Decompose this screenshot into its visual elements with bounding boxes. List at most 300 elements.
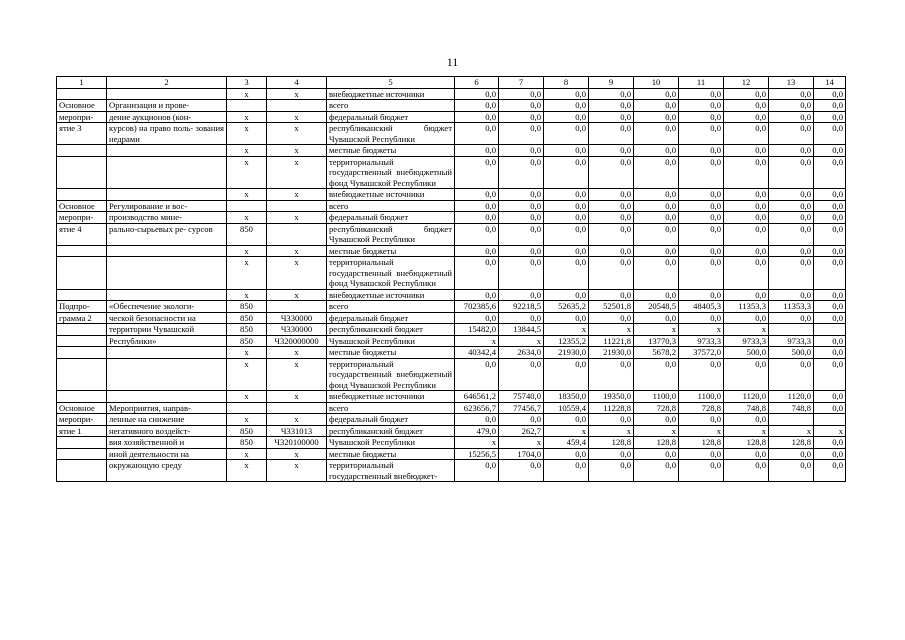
funding-source-cell: всего bbox=[327, 402, 455, 414]
responsible-code-cell: x bbox=[227, 123, 267, 145]
amount-cell: 0,0 bbox=[769, 460, 814, 482]
amount-cell: 9733,3 bbox=[769, 335, 814, 347]
amount-cell: 0,0 bbox=[634, 245, 679, 257]
amount-cell: 0,0 bbox=[634, 289, 679, 301]
amount-cell: 128,8 bbox=[589, 437, 634, 449]
table-row bbox=[57, 111, 846, 123]
amount-cell: 0,0 bbox=[589, 448, 634, 460]
header-cell: 10 bbox=[634, 77, 679, 89]
amount-cell: 128,8 bbox=[769, 437, 814, 449]
table-row bbox=[57, 391, 846, 403]
event-name-cell: Основное bbox=[57, 402, 107, 414]
amount-cell: 459,4 bbox=[544, 437, 589, 449]
event-name-cell: Основное bbox=[57, 100, 107, 112]
amount-cell: x bbox=[455, 335, 499, 347]
header-cell: 14 bbox=[814, 77, 846, 89]
event-name-cell: грамма 2 bbox=[57, 312, 107, 324]
amount-cell: 0,0 bbox=[679, 100, 724, 112]
event-description-cell bbox=[107, 289, 227, 301]
budget-code-cell bbox=[267, 301, 327, 313]
funding-source-cell: федеральный бюджет bbox=[327, 212, 455, 224]
amount-cell: 0,0 bbox=[724, 212, 769, 224]
budget-code-cell: x bbox=[267, 189, 327, 201]
header-cell: 8 bbox=[544, 77, 589, 89]
amount-cell: 1704,0 bbox=[499, 448, 544, 460]
amount-cell: 0,0 bbox=[724, 245, 769, 257]
amount-cell: 0,0 bbox=[679, 358, 724, 391]
funding-source-cell: федеральный бюджет bbox=[327, 414, 455, 426]
amount-cell: 0,0 bbox=[455, 189, 499, 201]
table-row bbox=[57, 223, 846, 245]
amount-cell: x bbox=[499, 437, 544, 449]
funding-source-cell: республиканский бюджет Чувашской Республики bbox=[327, 223, 455, 245]
amount-cell: 0,0 bbox=[544, 156, 589, 189]
amount-cell: 92218,5 bbox=[499, 301, 544, 313]
table-row bbox=[57, 257, 846, 290]
event-name-cell bbox=[57, 460, 107, 482]
amount-cell: 0,0 bbox=[455, 145, 499, 157]
table-row bbox=[57, 145, 846, 157]
amount-cell: 0,0 bbox=[679, 156, 724, 189]
amount-cell: x bbox=[679, 425, 724, 437]
amount-cell: 748,8 bbox=[769, 402, 814, 414]
amount-cell: x bbox=[814, 425, 846, 437]
amount-cell: 0,0 bbox=[634, 200, 679, 212]
funding-source-cell: всего bbox=[327, 200, 455, 212]
amount-cell: 13770,3 bbox=[634, 335, 679, 347]
amount-cell: 5678,2 bbox=[634, 347, 679, 359]
header-cell: 6 bbox=[455, 77, 499, 89]
amount-cell: 0,0 bbox=[769, 111, 814, 123]
amount-cell: 0,0 bbox=[499, 414, 544, 426]
amount-cell: x bbox=[455, 437, 499, 449]
funding-source-cell: Чувашской Республики bbox=[327, 437, 455, 449]
header-cell: 11 bbox=[679, 77, 724, 89]
table-row bbox=[57, 402, 846, 414]
amount-cell: 0,0 bbox=[814, 200, 846, 212]
amount-cell: 20548,5 bbox=[634, 301, 679, 313]
amount-cell: 0,0 bbox=[814, 391, 846, 403]
amount-cell: 0,0 bbox=[814, 437, 846, 449]
amount-cell: 0,0 bbox=[814, 88, 846, 100]
amount-cell: 0,0 bbox=[679, 200, 724, 212]
budget-code-cell bbox=[267, 200, 327, 212]
amount-cell: 0,0 bbox=[679, 460, 724, 482]
table-row bbox=[57, 289, 846, 301]
amount-cell: 748,8 bbox=[724, 402, 769, 414]
amount-cell: 0,0 bbox=[455, 123, 499, 145]
responsible-code-cell: 850 bbox=[227, 425, 267, 437]
responsible-code-cell: x bbox=[227, 460, 267, 482]
amount-cell: 479,0 bbox=[455, 425, 499, 437]
event-name-cell bbox=[57, 289, 107, 301]
amount-cell: 0,0 bbox=[724, 88, 769, 100]
amount-cell: 0,0 bbox=[589, 257, 634, 290]
amount-cell: 0,0 bbox=[634, 88, 679, 100]
amount-cell: x bbox=[544, 324, 589, 336]
event-description-cell: вия хозяйственной и bbox=[107, 437, 227, 449]
responsible-code-cell: x bbox=[227, 391, 267, 403]
funding-source-cell: внебюджетные источники bbox=[327, 189, 455, 201]
amount-cell: 0,0 bbox=[499, 212, 544, 224]
event-description-cell bbox=[107, 156, 227, 189]
amount-cell: 0,0 bbox=[544, 257, 589, 290]
table-row bbox=[57, 324, 846, 336]
amount-cell: 0,0 bbox=[679, 448, 724, 460]
event-name-cell bbox=[57, 257, 107, 290]
amount-cell: 0,0 bbox=[724, 100, 769, 112]
amount-cell: 0,0 bbox=[455, 156, 499, 189]
amount-cell: 11228,8 bbox=[589, 402, 634, 414]
amount-cell: 0,0 bbox=[769, 88, 814, 100]
amount-cell: 0,0 bbox=[455, 460, 499, 482]
amount-cell: 0,0 bbox=[724, 257, 769, 290]
budget-code-cell: x bbox=[267, 358, 327, 391]
event-name-cell: ятие 3 bbox=[57, 123, 107, 145]
budget-code-cell bbox=[267, 100, 327, 112]
amount-cell bbox=[769, 414, 814, 426]
funding-source-cell: республиканский бюджет Чувашской Республики bbox=[327, 123, 455, 145]
table-row bbox=[57, 245, 846, 257]
amount-cell: 0,0 bbox=[724, 289, 769, 301]
amount-cell: 0,0 bbox=[679, 245, 724, 257]
amount-cell: 0,0 bbox=[499, 312, 544, 324]
amount-cell: 0,0 bbox=[455, 88, 499, 100]
budget-code-cell: x bbox=[267, 145, 327, 157]
amount-cell: 0,0 bbox=[499, 156, 544, 189]
amount-cell bbox=[814, 414, 846, 426]
amount-cell: 0,0 bbox=[814, 223, 846, 245]
amount-cell: 0,0 bbox=[814, 245, 846, 257]
amount-cell: 0,0 bbox=[724, 460, 769, 482]
amount-cell: 0,0 bbox=[724, 111, 769, 123]
responsible-code-cell: 850 bbox=[227, 335, 267, 347]
amount-cell: 0,0 bbox=[499, 88, 544, 100]
header-cell: 12 bbox=[724, 77, 769, 89]
amount-cell: 0,0 bbox=[814, 145, 846, 157]
header-cell: 7 bbox=[499, 77, 544, 89]
amount-cell: 0,0 bbox=[544, 145, 589, 157]
amount-cell: 0,0 bbox=[769, 257, 814, 290]
amount-cell: 0,0 bbox=[679, 111, 724, 123]
amount-cell: 1120,0 bbox=[724, 391, 769, 403]
amount-cell: 52501,8 bbox=[589, 301, 634, 313]
table-row bbox=[57, 301, 846, 313]
amount-cell: 0,0 bbox=[634, 189, 679, 201]
amount-cell: 0,0 bbox=[814, 312, 846, 324]
header-cell: 9 bbox=[589, 77, 634, 89]
amount-cell: 0,0 bbox=[634, 145, 679, 157]
amount-cell: 0,0 bbox=[814, 301, 846, 313]
amount-cell: 0,0 bbox=[679, 189, 724, 201]
amount-cell: 0,0 bbox=[544, 200, 589, 212]
budget-code-cell: Ч330000 bbox=[267, 324, 327, 336]
amount-cell: 0,0 bbox=[589, 111, 634, 123]
amount-cell: 0,0 bbox=[679, 88, 724, 100]
budget-code-cell: x bbox=[267, 88, 327, 100]
amount-cell: 0,0 bbox=[589, 212, 634, 224]
amount-cell: 0,0 bbox=[455, 257, 499, 290]
amount-cell: 15482,0 bbox=[455, 324, 499, 336]
responsible-code-cell: x bbox=[227, 257, 267, 290]
table-row bbox=[57, 312, 846, 324]
event-description-cell bbox=[107, 391, 227, 403]
event-name-cell bbox=[57, 347, 107, 359]
amount-cell: 0,0 bbox=[814, 189, 846, 201]
amount-cell: 0,0 bbox=[499, 289, 544, 301]
amount-cell: 0,0 bbox=[544, 100, 589, 112]
amount-cell: 0,0 bbox=[769, 245, 814, 257]
amount-cell: 1100,0 bbox=[679, 391, 724, 403]
funding-source-cell: местные бюджеты bbox=[327, 347, 455, 359]
amount-cell: x bbox=[679, 324, 724, 336]
amount-cell: 0,0 bbox=[769, 156, 814, 189]
event-name-cell: меропри- bbox=[57, 212, 107, 224]
amount-cell: 0,0 bbox=[544, 414, 589, 426]
event-name-cell bbox=[57, 335, 107, 347]
funding-source-cell: внебюджетные источники bbox=[327, 289, 455, 301]
amount-cell: 0,0 bbox=[814, 460, 846, 482]
budget-code-cell: Ч330000 bbox=[267, 312, 327, 324]
amount-cell: 0,0 bbox=[679, 289, 724, 301]
budget-code-cell: x bbox=[267, 257, 327, 290]
table-row bbox=[57, 100, 846, 112]
amount-cell: 0,0 bbox=[634, 257, 679, 290]
funding-source-cell: федеральный бюджет bbox=[327, 111, 455, 123]
budget-code-cell: x bbox=[267, 448, 327, 460]
table-row bbox=[57, 123, 846, 145]
funding-source-cell: всего bbox=[327, 100, 455, 112]
amount-cell: 9733,3 bbox=[724, 335, 769, 347]
amount-cell: 0,0 bbox=[589, 123, 634, 145]
amount-cell: x bbox=[634, 324, 679, 336]
event-name-cell bbox=[57, 391, 107, 403]
responsible-code-cell: x bbox=[227, 347, 267, 359]
amount-cell: 0,0 bbox=[769, 200, 814, 212]
budget-code-cell: x bbox=[267, 347, 327, 359]
budget-code-cell: x bbox=[267, 123, 327, 145]
amount-cell: 11221,8 bbox=[589, 335, 634, 347]
event-description-cell: Организация и прове- bbox=[107, 100, 227, 112]
budget-code-cell: x bbox=[267, 245, 327, 257]
amount-cell: 0,0 bbox=[679, 145, 724, 157]
responsible-code-cell: x bbox=[227, 156, 267, 189]
amount-cell: 0,0 bbox=[679, 312, 724, 324]
event-name-cell bbox=[57, 324, 107, 336]
budget-code-cell: x bbox=[267, 414, 327, 426]
amount-cell: 0,0 bbox=[769, 223, 814, 245]
event-description-cell bbox=[107, 145, 227, 157]
amount-cell: 0,0 bbox=[634, 460, 679, 482]
event-description-cell: Республики» bbox=[107, 335, 227, 347]
amount-cell: 0,0 bbox=[589, 145, 634, 157]
amount-cell: x bbox=[589, 324, 634, 336]
table-row bbox=[57, 460, 846, 482]
amount-cell: 77456,7 bbox=[499, 402, 544, 414]
responsible-code-cell: 850 bbox=[227, 437, 267, 449]
amount-cell: 0,0 bbox=[814, 123, 846, 145]
amount-cell: 0,0 bbox=[634, 111, 679, 123]
amount-cell: x bbox=[769, 425, 814, 437]
amount-cell: 0,0 bbox=[769, 212, 814, 224]
amount-cell: 0,0 bbox=[589, 223, 634, 245]
funding-source-cell: местные бюджеты bbox=[327, 245, 455, 257]
amount-cell: 0,0 bbox=[589, 358, 634, 391]
amount-cell: 0,0 bbox=[544, 245, 589, 257]
funding-source-cell: местные бюджеты bbox=[327, 145, 455, 157]
amount-cell: 0,0 bbox=[724, 223, 769, 245]
responsible-code-cell: x bbox=[227, 289, 267, 301]
event-name-cell bbox=[57, 189, 107, 201]
amount-cell: x bbox=[589, 425, 634, 437]
amount-cell: 500,0 bbox=[769, 347, 814, 359]
header-cell: 5 bbox=[327, 77, 455, 89]
amount-cell: 0,0 bbox=[455, 358, 499, 391]
amount-cell: 0,0 bbox=[544, 111, 589, 123]
event-description-cell bbox=[107, 189, 227, 201]
amount-cell: 0,0 bbox=[679, 212, 724, 224]
amount-cell: 0,0 bbox=[724, 200, 769, 212]
responsible-code-cell: 850 bbox=[227, 223, 267, 245]
table-row bbox=[57, 88, 846, 100]
amount-cell: 21930,0 bbox=[589, 347, 634, 359]
header-row bbox=[57, 77, 846, 89]
amount-cell: 0,0 bbox=[499, 257, 544, 290]
event-description-cell: ческой безопасности на bbox=[107, 312, 227, 324]
amount-cell: 0,0 bbox=[544, 223, 589, 245]
amount-cell: 0,0 bbox=[499, 358, 544, 391]
budget-code-cell bbox=[267, 223, 327, 245]
amount-cell: 0,0 bbox=[589, 200, 634, 212]
amount-cell: 10559,4 bbox=[544, 402, 589, 414]
amount-cell: 0,0 bbox=[634, 312, 679, 324]
event-description-cell: «Обеспечение экологи- bbox=[107, 301, 227, 313]
amount-cell: 0,0 bbox=[544, 312, 589, 324]
amount-cell: 0,0 bbox=[499, 100, 544, 112]
budget-code-cell: Ч331013 bbox=[267, 425, 327, 437]
table-row bbox=[57, 156, 846, 189]
event-name-cell bbox=[57, 448, 107, 460]
amount-cell: 11353,3 bbox=[724, 301, 769, 313]
event-description-cell: территории Чувашской bbox=[107, 324, 227, 336]
responsible-code-cell: x bbox=[227, 358, 267, 391]
amount-cell: 0,0 bbox=[634, 358, 679, 391]
amount-cell: 0,0 bbox=[544, 88, 589, 100]
event-description-cell bbox=[107, 245, 227, 257]
amount-cell: 18350,0 bbox=[544, 391, 589, 403]
amount-cell: 500,0 bbox=[724, 347, 769, 359]
event-name-cell bbox=[57, 437, 107, 449]
event-description-cell: курсов) на право поль- зования недрами bbox=[107, 123, 227, 145]
event-description-cell bbox=[107, 358, 227, 391]
table-row bbox=[57, 347, 846, 359]
amount-cell: 0,0 bbox=[814, 289, 846, 301]
amount-cell: 623656,7 bbox=[455, 402, 499, 414]
table-row bbox=[57, 189, 846, 201]
amount-cell: 21930,0 bbox=[544, 347, 589, 359]
amount-cell: 0,0 bbox=[544, 448, 589, 460]
amount-cell: 128,8 bbox=[724, 437, 769, 449]
funding-source-cell: местные бюджеты bbox=[327, 448, 455, 460]
funding-source-cell: всего bbox=[327, 301, 455, 313]
event-description-cell: ленные на снижение bbox=[107, 414, 227, 426]
event-name-cell bbox=[57, 88, 107, 100]
funding-source-cell: территориальный государственный внебюджетный фонд Чувашской Республики bbox=[327, 358, 455, 391]
amount-cell: 0,0 bbox=[724, 358, 769, 391]
amount-cell: 15256,5 bbox=[455, 448, 499, 460]
amount-cell: 0,0 bbox=[814, 347, 846, 359]
event-description-cell: негативного воздейст- bbox=[107, 425, 227, 437]
header-cell: 1 bbox=[57, 77, 107, 89]
amount-cell: 0,0 bbox=[544, 358, 589, 391]
amount-cell: 9733,3 bbox=[679, 335, 724, 347]
budget-table bbox=[56, 76, 846, 482]
amount-cell: 0,0 bbox=[679, 257, 724, 290]
table-row bbox=[57, 448, 846, 460]
amount-cell: 0,0 bbox=[455, 212, 499, 224]
amount-cell: 0,0 bbox=[589, 460, 634, 482]
amount-cell: 0,0 bbox=[814, 402, 846, 414]
funding-source-cell: федеральный бюджет bbox=[327, 312, 455, 324]
funding-source-cell: республиканский бюджет bbox=[327, 324, 455, 336]
header-cell: 2 bbox=[107, 77, 227, 89]
budget-code-cell: x bbox=[267, 156, 327, 189]
amount-cell: 0,0 bbox=[724, 145, 769, 157]
amount-cell: 37572,0 bbox=[679, 347, 724, 359]
amount-cell: 0,0 bbox=[589, 189, 634, 201]
table-row bbox=[57, 212, 846, 224]
budget-code-cell: Ч320100000 bbox=[267, 437, 327, 449]
amount-cell: 728,8 bbox=[679, 402, 724, 414]
amount-cell: 0,0 bbox=[455, 111, 499, 123]
responsible-code-cell: x bbox=[227, 88, 267, 100]
event-description-cell: Регулирование и вос- bbox=[107, 200, 227, 212]
amount-cell: 0,0 bbox=[455, 312, 499, 324]
amount-cell: 128,8 bbox=[679, 437, 724, 449]
amount-cell: 0,0 bbox=[455, 245, 499, 257]
funding-source-cell: внебюджетные источники bbox=[327, 391, 455, 403]
funding-source-cell: территориальный государственный внебюджетный фонд Чувашской Республики bbox=[327, 257, 455, 290]
amount-cell: 0,0 bbox=[769, 189, 814, 201]
amount-cell: 128,8 bbox=[634, 437, 679, 449]
amount-cell: 0,0 bbox=[814, 257, 846, 290]
amount-cell: 0,0 bbox=[724, 123, 769, 145]
amount-cell: 0,0 bbox=[724, 414, 769, 426]
table-row bbox=[57, 200, 846, 212]
event-name-cell: меропри- bbox=[57, 111, 107, 123]
amount-cell: 0,0 bbox=[769, 145, 814, 157]
responsible-code-cell: x bbox=[227, 189, 267, 201]
event-name-cell: Основное bbox=[57, 200, 107, 212]
event-name-cell bbox=[57, 156, 107, 189]
amount-cell: 0,0 bbox=[724, 448, 769, 460]
amount-cell: 0,0 bbox=[544, 289, 589, 301]
amount-cell: 11353,3 bbox=[769, 301, 814, 313]
responsible-code-cell: 850 bbox=[227, 301, 267, 313]
amount-cell: 0,0 bbox=[679, 414, 724, 426]
event-description-cell: Мероприятия, направ- bbox=[107, 402, 227, 414]
budget-code-cell: x bbox=[267, 289, 327, 301]
amount-cell: 0,0 bbox=[814, 448, 846, 460]
amount-cell: 0,0 bbox=[814, 358, 846, 391]
amount-cell: 0,0 bbox=[679, 223, 724, 245]
responsible-code-cell: 850 bbox=[227, 324, 267, 336]
budget-code-cell bbox=[267, 402, 327, 414]
amount-cell: 0,0 bbox=[455, 414, 499, 426]
amount-cell: x bbox=[634, 425, 679, 437]
amount-cell: 0,0 bbox=[499, 123, 544, 145]
amount-cell: 0,0 bbox=[499, 460, 544, 482]
